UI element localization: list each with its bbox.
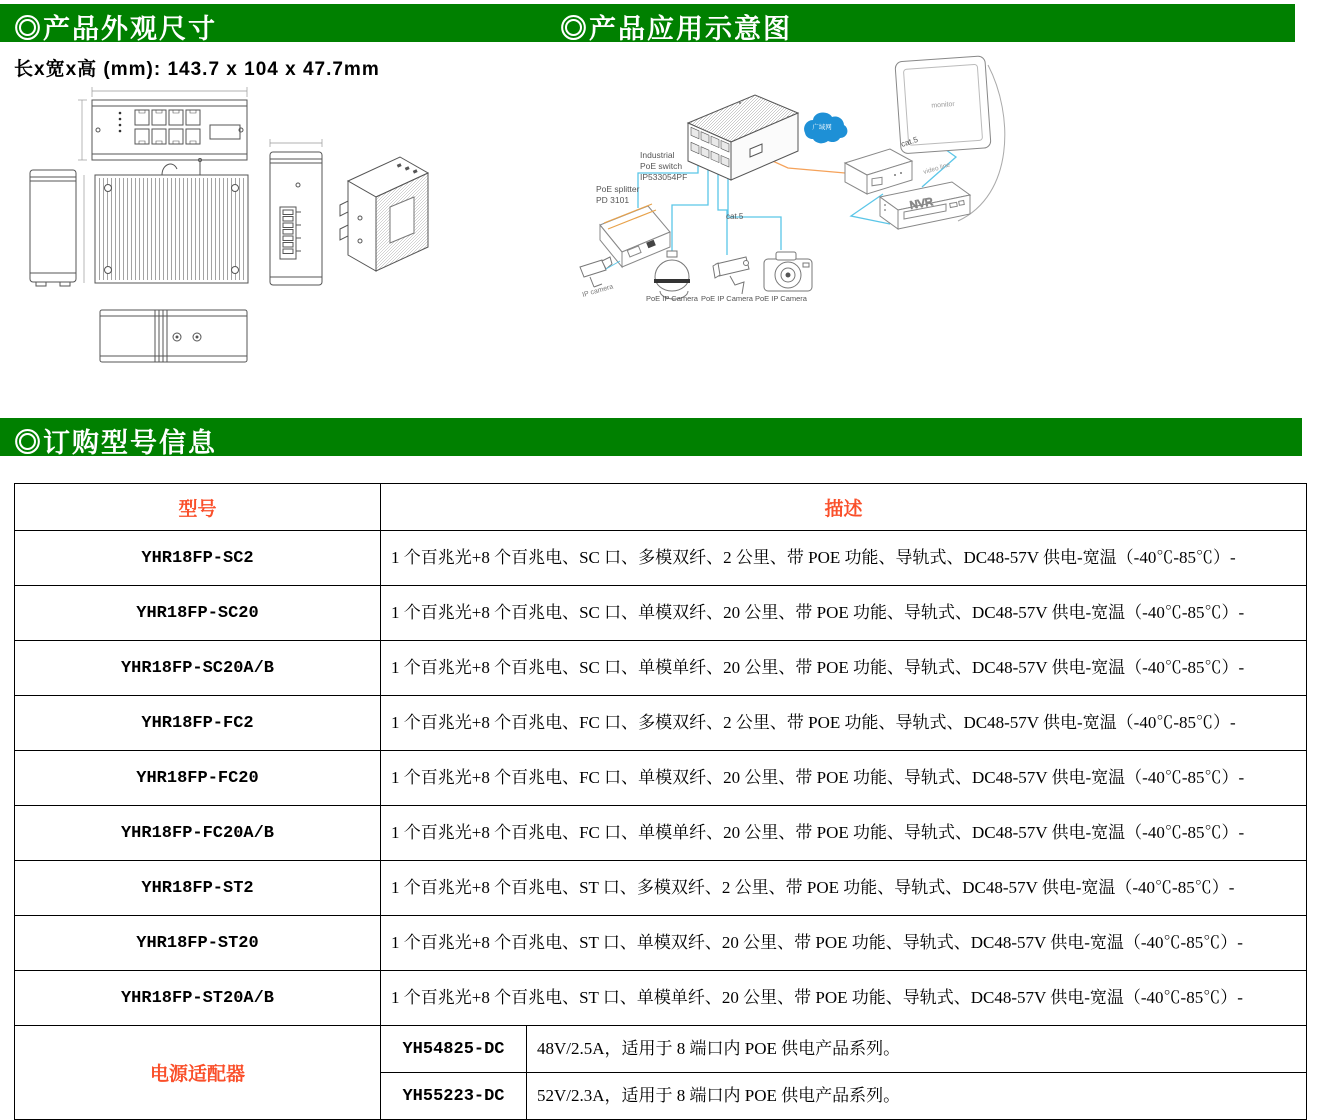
table-header-row (15, 484, 1307, 531)
cat5-label-mid: cat.5 (726, 212, 744, 221)
adapter-row (15, 1026, 1307, 1073)
model-cell: YHR18FP-SC20A/B (15, 641, 381, 696)
application-diagram (550, 45, 1020, 340)
adapter-model-cell: YH55223-DC (381, 1073, 527, 1120)
table-row (15, 751, 1307, 806)
poe-switch-illustration (688, 95, 798, 180)
poe-camera-label-2: PoE IP Camera (701, 294, 753, 303)
switch-label-line2: PoE switch (640, 161, 683, 171)
heatsink-view-drawing (84, 159, 248, 284)
table-row (15, 861, 1307, 916)
dome-camera-illustration (654, 251, 690, 299)
appearance-section-bar (0, 4, 1295, 42)
model-cell: YHR18FP-ST20A/B (15, 971, 381, 1026)
front-view-drawing (78, 87, 247, 160)
table-row (15, 971, 1307, 1026)
side-view-left-drawing (30, 170, 76, 286)
description-cell: 1 个百兆光+8 个百兆电、SC 口、多模双纤、2 公里、带 POE 功能、导轨式、DC48-57V 供电-宽温（-40℃-85℃）- (381, 531, 1307, 586)
description-header: 描述 (381, 484, 1307, 531)
description-cell: 1 个百兆光+8 个百兆电、SC 口、单模单纤、20 公里、带 POE 功能、导轨式、DC48-57V 供电-宽温（-40℃-85℃）- (381, 641, 1307, 696)
wan-cloud-label: 广域网 (812, 124, 832, 131)
model-cell: YHR18FP-ST2 (15, 861, 381, 916)
switch-label-line3: IP533054PF (640, 172, 688, 182)
ip-camera-label: IP camera (581, 283, 615, 299)
media-converter-illustration (845, 149, 912, 194)
table-row (15, 806, 1307, 861)
appearance-section-title: ◎产品外观尺寸 (14, 14, 217, 44)
nvr-illustration (880, 182, 970, 229)
description-cell: 1 个百兆光+8 个百兆电、SC 口、单模双纤、20 公里、带 POE 功能、导轨式、DC48-57V 供电-宽温（-40℃-85℃）- (381, 586, 1307, 641)
dslr-camera-illustration (764, 252, 812, 291)
model-cell: YHR18FP-FC20 (15, 751, 381, 806)
bottom-view-drawing (100, 310, 247, 362)
poe-camera-label-3: PoE IP Camera (755, 294, 807, 303)
table-row (15, 641, 1307, 696)
side-view-terminal-drawing (270, 139, 322, 285)
table-row (15, 531, 1307, 586)
monitor-label: monitor (931, 100, 955, 110)
din-rail-clip (340, 201, 348, 216)
cat5-label-right: cat.5 (899, 134, 920, 149)
adapter-model-cell: YH54825-DC (381, 1026, 527, 1073)
nvr-label: NVR (908, 196, 934, 212)
ip-camera-illustration (580, 257, 620, 287)
description-cell: 1 个百兆光+8 个百兆电、ST 口、单模双纤、20 公里、带 POE 功能、导轨式、DC48-57V 供电-宽温（-40℃-85℃）- (381, 916, 1307, 971)
bullet-camera-illustration (713, 257, 749, 294)
application-section-title: ◎产品应用示意图 (560, 14, 792, 44)
table-row (15, 696, 1307, 751)
model-cell: YHR18FP-SC2 (15, 531, 381, 586)
description-cell: 1 个百兆光+8 个百兆电、FC 口、多模双纤、2 公里、带 POE 功能、导轨式、DC48-57V 供电-宽温（-40℃-85℃）- (381, 696, 1307, 751)
product-dimension-drawings (14, 85, 454, 385)
splitter-label-line2: PD 3101 (596, 195, 630, 205)
poe-camera-label-1: PoE IP Camera (646, 294, 698, 303)
description-cell: 1 个百兆光+8 个百兆电、ST 口、单模单纤、20 公里、带 POE 功能、导轨式、DC48-57V 供电-宽温（-40℃-85℃）- (381, 971, 1307, 1026)
splitter-label-line1: PoE splitter (596, 184, 640, 194)
adapter-description-cell: 52V/2.3A，适用于 8 端口内 POE 供电产品系列。 (527, 1073, 1307, 1120)
model-cell: YHR18FP-FC2 (15, 696, 381, 751)
ordering-section-bar (0, 418, 1302, 456)
adapter-label-cell: 电源适配器 (15, 1026, 381, 1120)
wan-cloud-icon (804, 112, 847, 143)
description-cell: 1 个百兆光+8 个百兆电、FC 口、单模单纤、20 公里、带 POE 功能、导轨式、DC48-57V 供电-宽温（-40℃-85℃）- (381, 806, 1307, 861)
description-cell: 1 个百兆光+8 个百兆电、FC 口、单模双纤、20 公里、带 POE 功能、导轨式、DC48-57V 供电-宽温（-40℃-85℃）- (381, 751, 1307, 806)
description-cell: 1 个百兆光+8 个百兆电、ST 口、多模双纤、2 公里、带 POE 功能、导轨式、DC48-57V 供电-宽温（-40℃-85℃）- (381, 861, 1307, 916)
switch-label-line1: Industrial (640, 150, 675, 160)
product-dimensions-text: 长x宽x高 (mm): 143.7 x 104 x 47.7mm (14, 59, 380, 80)
video-line-label: video line (922, 161, 951, 176)
table-row (15, 916, 1307, 971)
model-cell: YHR18FP-SC20 (15, 586, 381, 641)
model-cell: YHR18FP-ST20 (15, 916, 381, 971)
model-header: 型号 (15, 484, 381, 531)
table-row (15, 586, 1307, 641)
order-table (14, 483, 1307, 1120)
adapter-description-cell: 48V/2.5A，适用于 8 端口内 POE 供电产品系列。 (527, 1026, 1307, 1073)
isometric-view-drawing (340, 157, 428, 271)
model-cell: YHR18FP-FC20A/B (15, 806, 381, 861)
ordering-section-title: ◎订购型号信息 (14, 428, 217, 458)
